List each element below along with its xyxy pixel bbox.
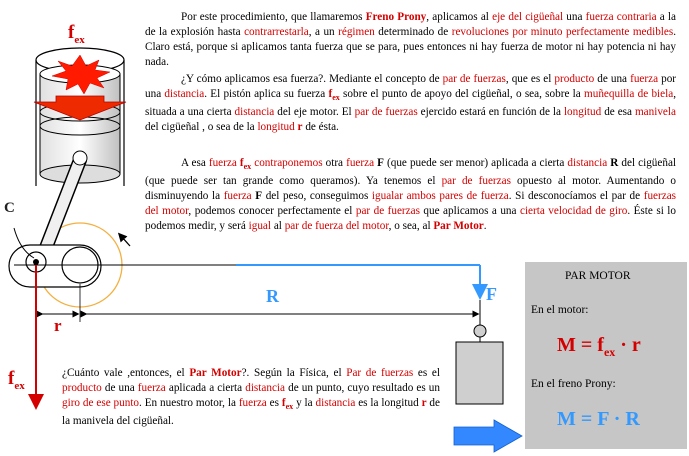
c-label: C bbox=[4, 200, 15, 216]
F-label: F bbox=[486, 284, 497, 304]
paragraph-par-fuerzas: ¿Y cómo aplicamos esa fuerza?. Mediante el concepto de par de fuerzas, que es el producto de una fuerza por una distancia. El pistón aplica su fuerza $f_{ex}$ sobre el punto de apoyo del cigüeñal, o sea, sobre la muñequilla de biela, situada a una cierta distancia del eje motor. El par de fuerzas ejercido estará en función de la longitud de esa manivela del cigüeñal , o sea de la longitud r de ésta. bbox=[145, 73, 677, 134]
fex-label-bottom: $f_{ex}$ bbox=[8, 368, 25, 392]
prony-label: En el freno Prony: bbox=[531, 378, 616, 390]
motor-label: En el motor: bbox=[531, 304, 589, 316]
arrow-right-icon bbox=[454, 420, 522, 452]
rotation-arrow bbox=[121, 236, 130, 246]
motor-formula: $M = f_{ex} \cdot r$ bbox=[557, 334, 641, 359]
crankshaft-icon bbox=[9, 245, 101, 287]
panel-title: PAR MOTOR bbox=[565, 270, 631, 282]
fex-label-top: $f_{ex}$ bbox=[68, 22, 85, 46]
paragraph-freno: A esa fuerza $f_{ex}$ contraponemos otra fuerza F (que puede ser menor) aplicada a cierta distancia R del cigüeñal (que puede ser tan grande como queramos). Ya tenemos el par de fuerzas opuesto al motor. Aumentando o disminuyendo la fuerza F del peso, conseguimos igualar ambos pares de fuerza. Si desconocíamos el par de fuerzas del motor, podemos conocer perfectamente el par de fuerzas que aplicamos a una cierta velocidad de giro. Éste si lo podemos medir, y será igual al par de fuerza del motor, o sea, al Par Motor. bbox=[145, 157, 677, 233]
paragraph-intro: Por este procedimiento, que llamaremos Freno Prony, aplicamos al eje del cigüeñal una fuerza contraria a la de la explosión hasta contrarrestarla, a un régimen determinado de revoluciones por minuto perfectamente medibles. Claro está, porque si aplicamos tanta fuerza que se para, pues entonces ni hay fuerza de motor ni hay potencia ni hay nada. bbox=[145, 11, 677, 68]
prony-formula: M = F · R bbox=[557, 408, 640, 430]
R-label: R bbox=[266, 286, 279, 306]
par-motor-panel bbox=[525, 262, 687, 449]
weight-icon bbox=[456, 300, 503, 404]
paragraph-par-motor: ¿Cuánto vale ,entonces, el Par Motor?. Según la Física, el Par de fuerzas es el producto de una fuerza aplicada a cierta distancia de un punto, cuyo resultado es un giro de ese punto. En nuestro motor, la fuerza es $f_{ex}$ y la distancia es la longitud r de la manivela del cigüeñal. bbox=[62, 367, 440, 428]
r-label: r bbox=[54, 316, 62, 335]
